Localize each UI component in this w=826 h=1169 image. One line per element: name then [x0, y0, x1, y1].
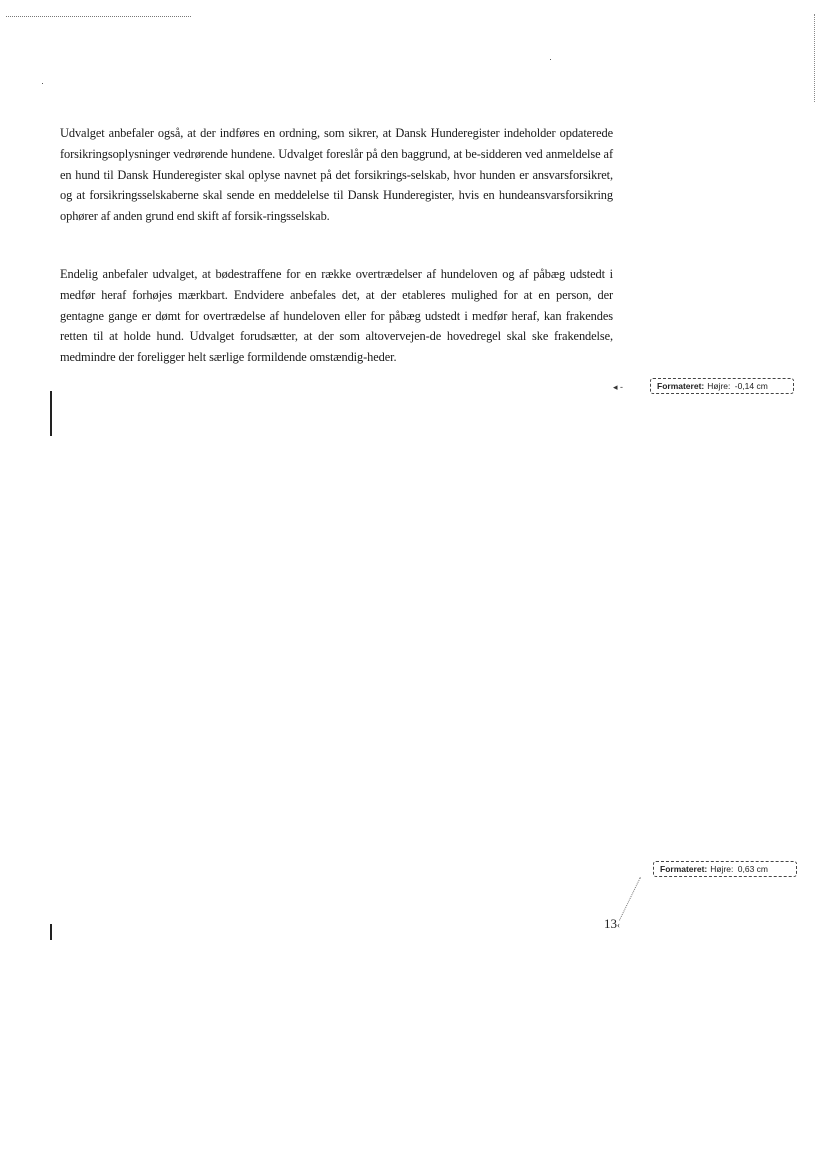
format-comment-balloon[interactable] — [653, 861, 797, 877]
comment-value: -0,14 cm — [734, 381, 768, 391]
scan-speck — [42, 83, 43, 84]
page-number-value: 13 — [604, 916, 617, 931]
comment-field: Højre: — [710, 864, 734, 874]
comment-label: Formateret: — [657, 381, 705, 391]
body-paragraph-2: Endelig anbefaler udvalget, at bødestraffene for en række overtrædelser af hundeloven og af påbæg udstedt i medfør heraf forhøjes mærkbart. Endvidere anbefales det, at der etableres mulighed for at en person, der gentagne gange er dømt for overtrædelse af hundeloven eller for påbæg udstedt i medfør heraf, kan frakendes retten til at holde hund. Udvalget forudsætter, at der som altovervejen-de hovedregel skal ske frakendelse, medmindre der foreligger helt særlige formildende omstændig-heder. — [60, 267, 613, 365]
comment-anchor-arrow: ◂ - — [613, 382, 624, 392]
scan-dotted-line-right — [814, 14, 815, 102]
scan-dotted-line-top — [6, 16, 191, 17]
comment-field: Højre: — [707, 381, 731, 391]
comment-leader-line — [619, 877, 641, 921]
page-number — [604, 916, 620, 932]
scan-speck — [550, 59, 551, 60]
comment-label: Formateret: — [660, 864, 708, 874]
page-number-mark: ‹ — [617, 920, 620, 930]
format-comment-balloon[interactable] — [650, 378, 794, 394]
comment-value: 0,63 cm — [737, 864, 768, 874]
change-bar — [50, 391, 52, 436]
change-bar — [50, 924, 52, 940]
body-paragraph-1: Udvalget anbefaler også, at der indføres en ordning, som sikrer, at Dansk Hunderegister indeholder opdaterede forsikringsoplysninger vedrørende hundene. Udvalget foreslår på den baggrund, at be-sidderen ved anmeldelse af en hund til Dansk Hunderegister skal oplyse navnet på det forsikrings-selskab, hvor hunden er ansvarsforsikret, og at forsikringsselskaberne skal sende en meddelelse til Dansk Hunderegister, hvis en hundeansvarsforsikring ophører af anden grund end skift af forsik-ringsselskab. — [60, 126, 613, 224]
